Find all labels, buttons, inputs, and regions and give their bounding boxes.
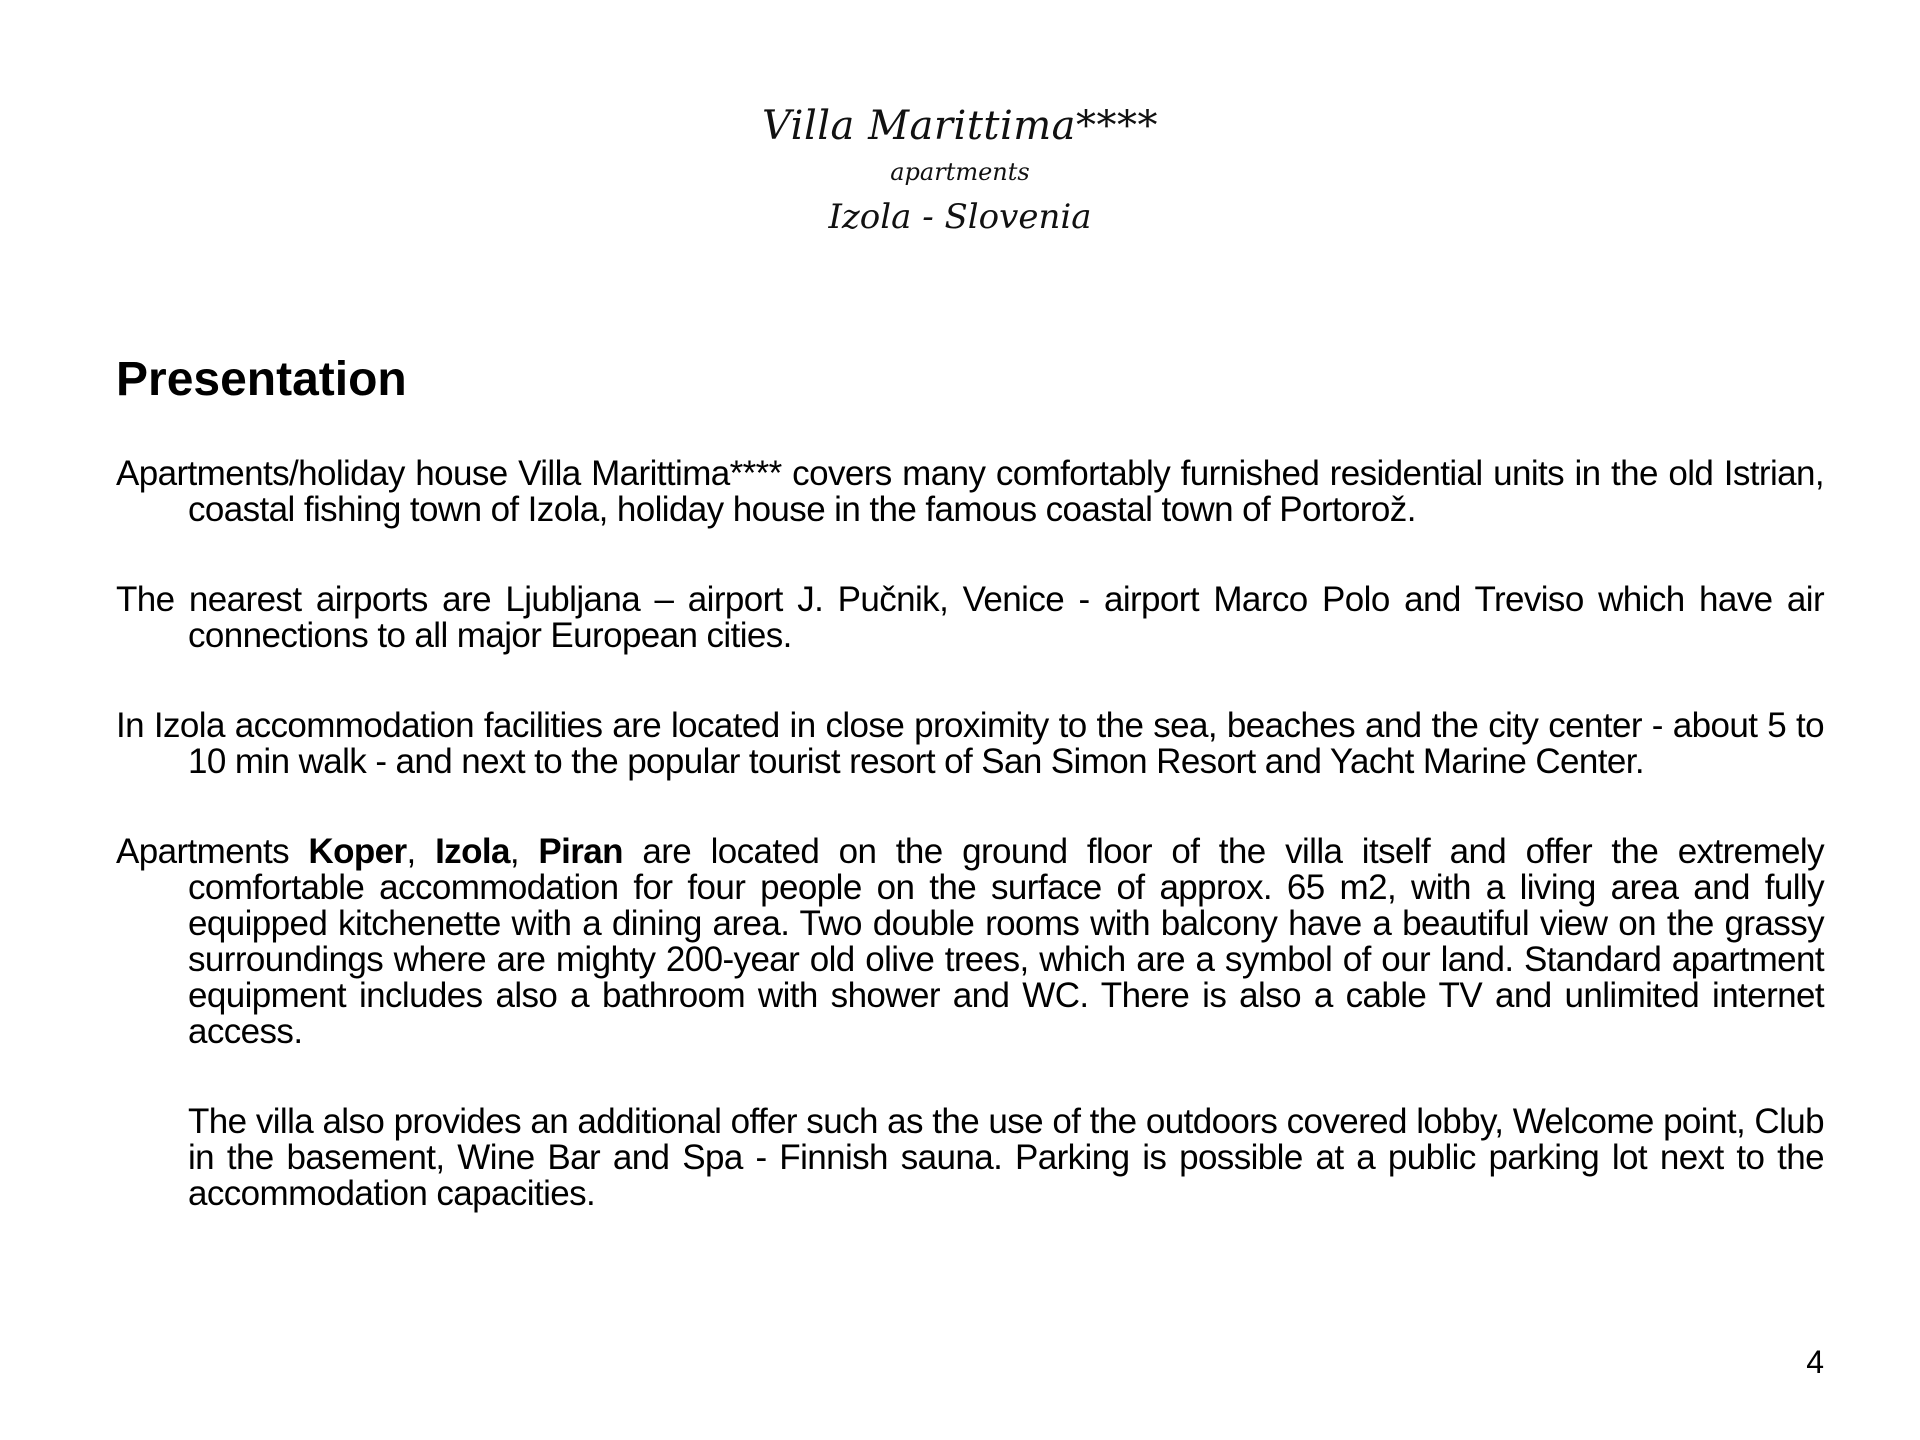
document-body: [116, 456, 1824, 1266]
separator: ,: [509, 832, 539, 871]
separator: ,: [406, 832, 436, 871]
apartments-lead: Apartments: [116, 832, 309, 871]
paragraph-overview: Apartments/holiday house Villa Marittima**** covers many comfortably furnished residential units in the old Istrian, coastal fishing town of Izola, holiday house in the famous coastal town of Portorož.: [116, 454, 1824, 529]
paragraph-apartments: [116, 834, 1824, 1050]
header-subtitle: apartments: [890, 158, 1030, 186]
apartments-description: are located on the ground floor of the villa itself and offer the extremely comfortable accommodation for four people on the surface of approx. 65 m2, with a living area and fully equipped kitchenette with a dining area. Two double rooms with balcony have a beautiful view on the grassy surroundings where are mighty 200-year old olive trees, which are a symbol of our land. Standard apartment equipment includes also a bathroom with shower and WC. There is also a cable TV and unlimited internet access.: [188, 832, 1824, 1051]
page-title: Presentation: [116, 353, 407, 406]
paragraph-additional-offer: The villa also provides an additional offer such as the use of the outdoors covered lobby, Welcome point, Club in the basement, Wine Bar and Spa - Finnish sauna. Parking is possible at a public parking lot next to the accommodation capacities.: [188, 1102, 1824, 1213]
apartment-name-koper: Koper: [308, 832, 407, 871]
villa-name: Villa Marittima****: [761, 103, 1159, 149]
page-number: 4: [1806, 1344, 1824, 1380]
document-header: [0, 100, 1920, 242]
apartment-name-piran: Piran: [538, 832, 623, 871]
paragraph-airports: The nearest airports are Ljubljana – airport J. Pučnik, Venice - airport Marco Polo and Treviso which have air connections to all major European cities.: [116, 580, 1824, 655]
apartment-name-izola: Izola: [435, 832, 510, 871]
header-location: Izola - Slovenia: [828, 197, 1092, 237]
paragraph-location: In Izola accommodation facilities are located in close proximity to the sea, beaches and the city center - about 5 to 10 min walk - and next to the popular tourist resort of San Simon Resort and Yacht Marine Center.: [116, 706, 1824, 781]
